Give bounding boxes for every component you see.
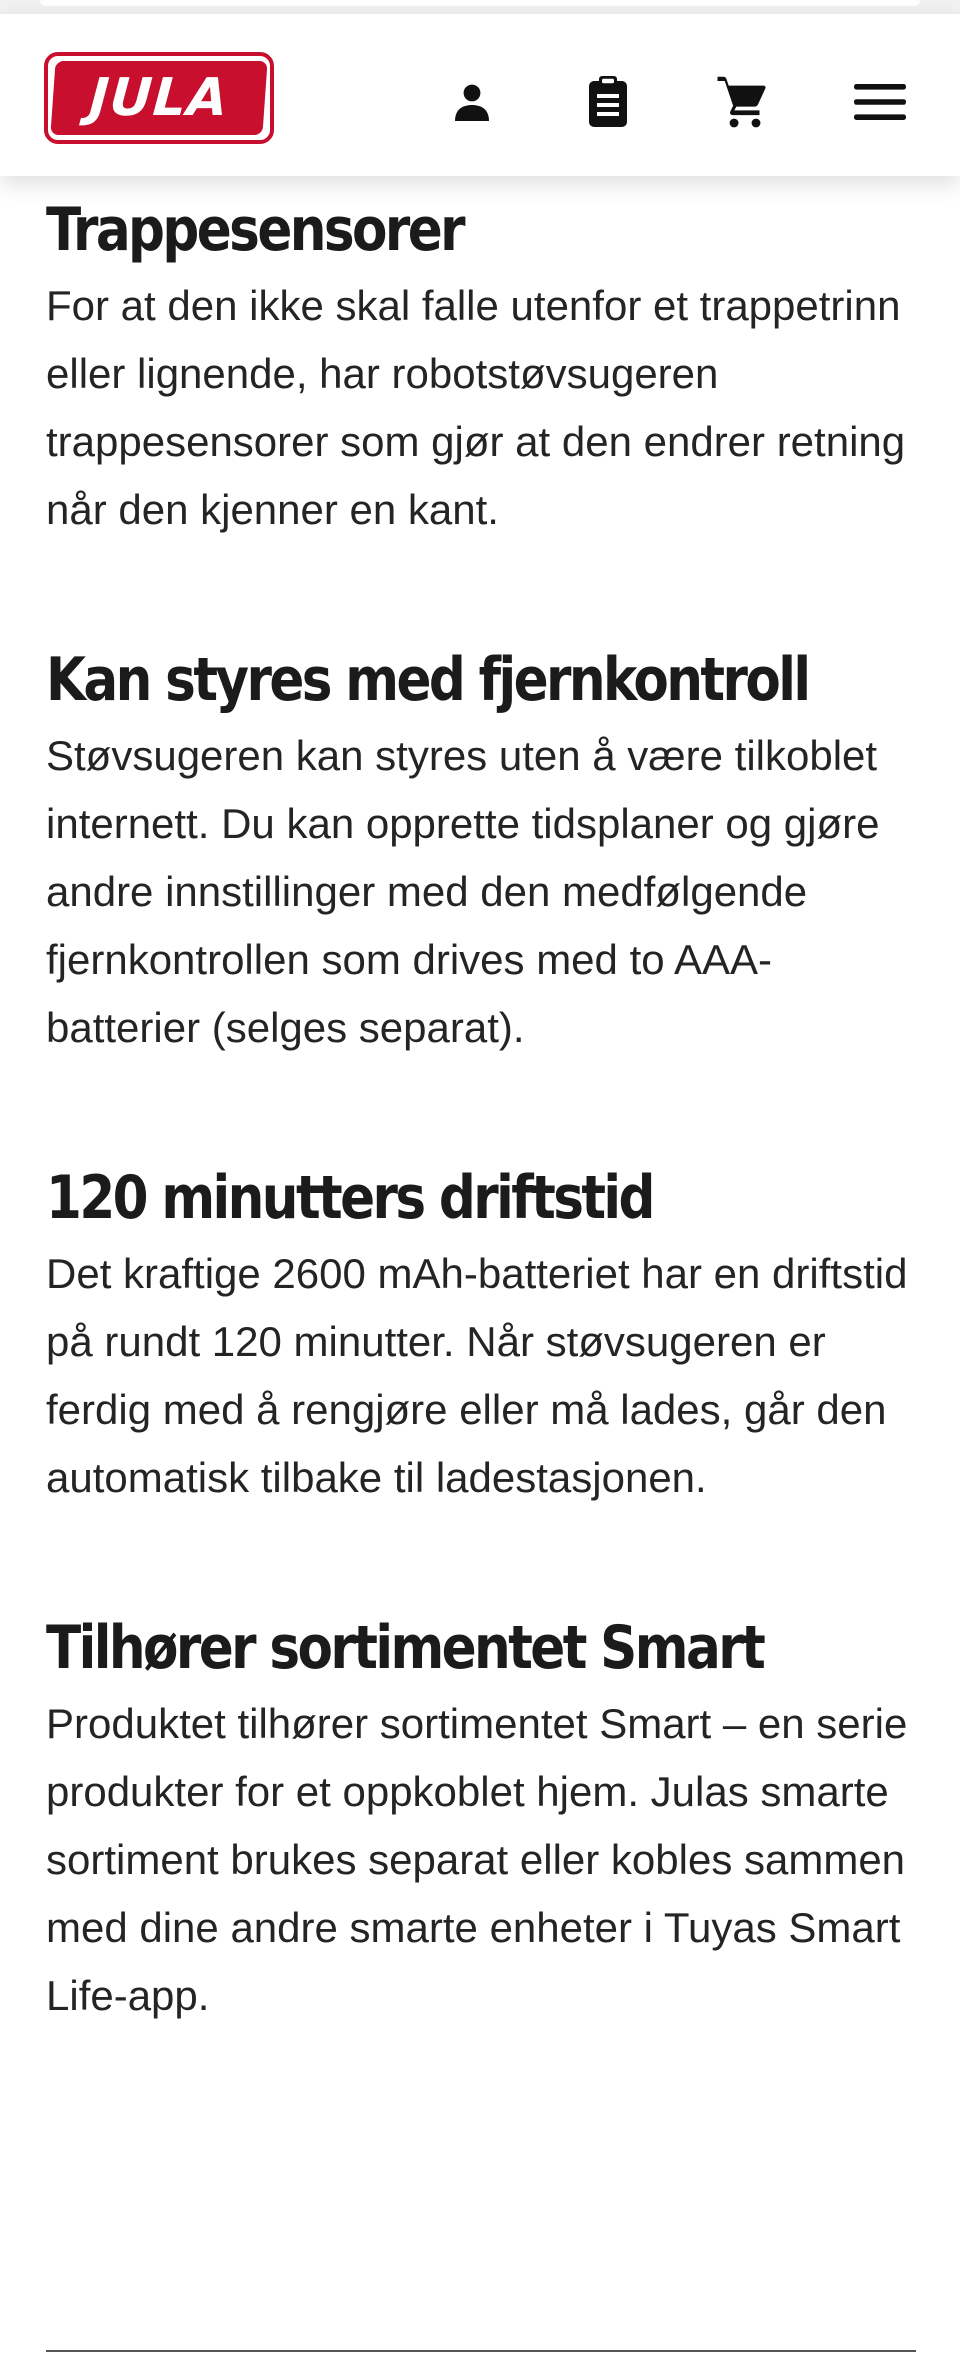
section-title: Trappesensorer — [46, 195, 464, 265]
cart-icon[interactable] — [712, 72, 772, 132]
site-header — [0, 14, 960, 176]
product-description — [46, 176, 926, 2030]
section-body: Støvsugeren kan styres uten å være tilkoblet internett. Du kan opprette tidsplaner og gjøre andre innstillinger med den medfølgende fjernkontrollen som drives med to AAA-batterier (selges separat). — [46, 732, 880, 1051]
logo-text: JULA — [50, 61, 267, 135]
logo-registered-mark: ® — [251, 60, 264, 75]
section-body: For at den ikke skal falle utenfor et trappetrinn eller lignende, har robotstøvsugeren trappesensorer som gjør at den endrer retning når den kjenner en kant. — [46, 282, 906, 533]
order-list-icon[interactable] — [578, 72, 638, 132]
section-body: Det kraftige 2600 mAh-batteriet har en driftstid på rundt 120 minutter. Når støvsugeren er ferdig med å rengjøre eller må lades, går den automatisk tilbake til ladestasjonen. — [46, 1250, 908, 1501]
menu-icon[interactable] — [850, 72, 910, 132]
section-driftstid — [46, 1156, 926, 1512]
section-divider — [46, 2350, 916, 2352]
section-body: Produktet tilhører sortimentet Smart – en serie produkter for et oppkoblet hjem. Julas smarte sortiment brukes separat eller kobles sammen med dine andre smarte enheter i Tuyas Smart Life-app. — [46, 1700, 908, 2019]
section-fjernkontroll — [46, 638, 926, 1062]
section-trappesensorer — [46, 188, 926, 544]
section-smart — [46, 1606, 926, 2030]
jula-logo[interactable] — [44, 52, 274, 144]
top-pill — [40, 0, 920, 6]
section-title: Kan styres med fjernkontroll — [46, 645, 809, 715]
user-icon[interactable] — [442, 72, 502, 132]
section-title: 120 minutters driftstid — [46, 1163, 653, 1233]
section-title: Tilhører sortimentet Smart — [46, 1613, 764, 1683]
